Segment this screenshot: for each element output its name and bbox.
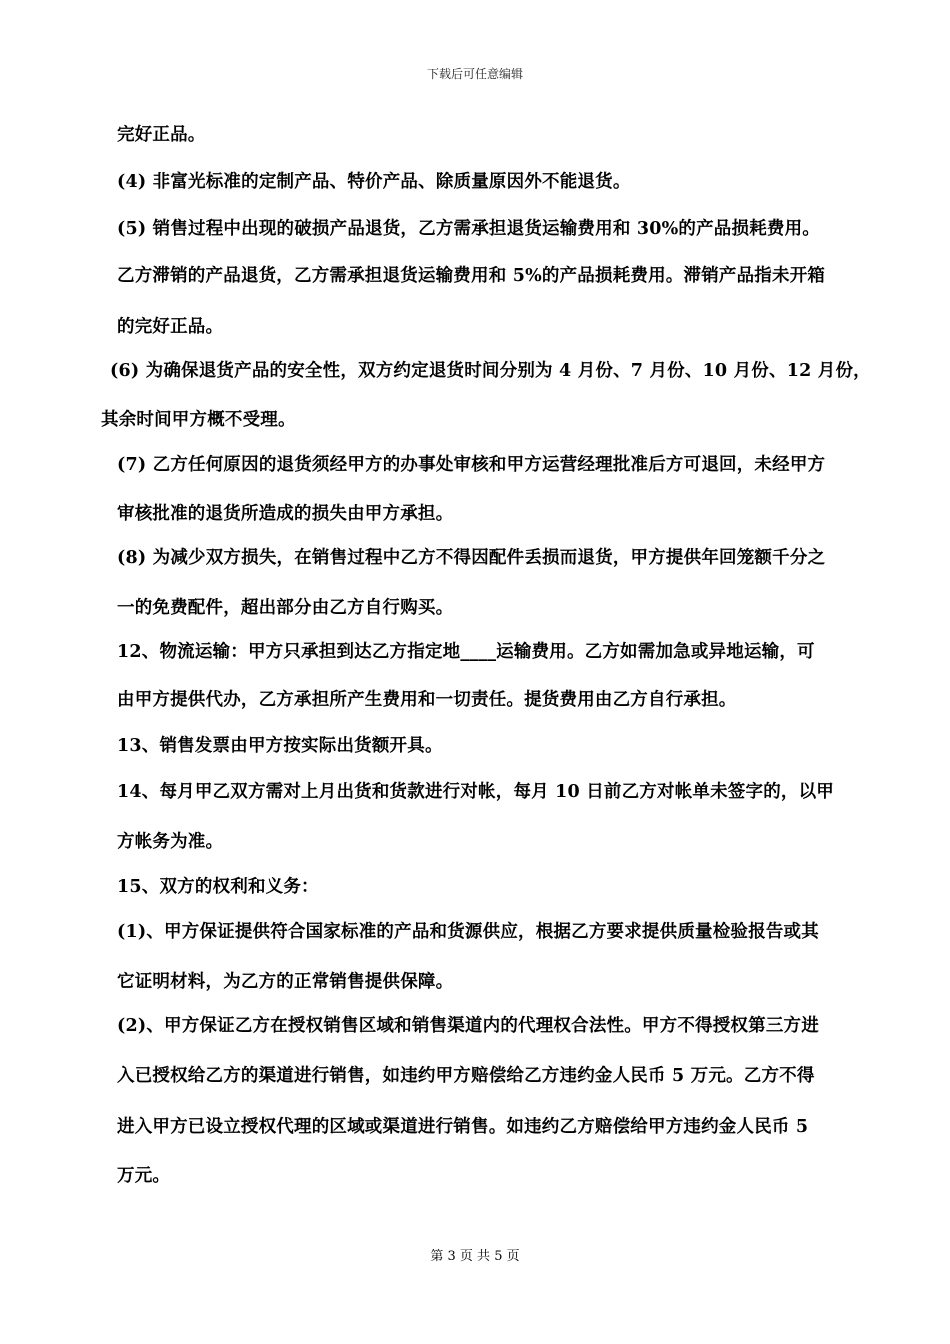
body-line: 的完好正品。 bbox=[117, 317, 224, 337]
body-line: (1)、甲方保证提供符合国家标准的产品和货源供应，根据乙方要求提供质量检验报告或其 bbox=[117, 922, 819, 942]
page-footer: 第 3 页 共 5 页 bbox=[430, 1249, 520, 1264]
body-line: 进入甲方已设立授权代理的区域或渠道进行销售。如违约乙方赔偿给甲方违约金人民币 5 bbox=[117, 1117, 809, 1137]
body-line: 入已授权给乙方的渠道进行销售，如违约甲方赔偿给乙方违约金人民币 5 万元。乙方不得 bbox=[117, 1066, 815, 1086]
body-line: 方帐务为准。 bbox=[117, 832, 224, 852]
body-line: 它证明材料，为乙方的正常销售提供保障。 bbox=[117, 972, 454, 992]
body-line: (8) 为减少双方损失，在销售过程中乙方不得因配件丢损而退货，甲方提供年回笼额千分之 bbox=[117, 548, 826, 568]
body-line: 一的免费配件，超出部分由乙方自行购买。 bbox=[117, 598, 454, 618]
body-line: (5) 销售过程中出现的破损产品退货，乙方需承担退货运输费用和 30%的产品损耗费用。 bbox=[117, 219, 821, 239]
body-line: 13、销售发票由甲方按实际出货额开具。 bbox=[117, 736, 443, 756]
body-line: 其余时间甲方概不受理。 bbox=[101, 410, 296, 430]
body-line: 审核批准的退货所造成的损失由甲方承担。 bbox=[117, 504, 454, 524]
section-heading: 15、双方的权利和义务： bbox=[117, 877, 319, 897]
body-line: 14、每月甲乙双方需对上月出货和货款进行对帐，每月 10 日前乙方对帐单未签字的，以甲 bbox=[117, 782, 834, 802]
page-header: 下载后可任意编辑 bbox=[426, 67, 523, 81]
body-line: (6) 为确保退货产品的安全性，双方约定退货时间分别为 4 月份、7 月份、10 月份、12 月份， bbox=[110, 361, 871, 381]
body-line: (2)、甲方保证乙方在授权销售区域和销售渠道内的代理权合法性。甲方不得授权第三方进 bbox=[117, 1016, 819, 1036]
body-line: 乙方滞销的产品退货，乙方需承担退货运输费用和 5%的产品损耗费用。滞销产品指未开箱 bbox=[117, 266, 826, 286]
body-line: (4) 非富光标准的定制产品、特价产品、除质量原因外不能退货。 bbox=[117, 172, 631, 192]
body-line: 12、物流运输：甲方只承担到达乙方指定地____运输费用。乙方如需加急或异地运输，可 bbox=[117, 642, 815, 662]
body-line: 完好正品。 bbox=[117, 125, 206, 145]
body-line: 万元。 bbox=[117, 1166, 171, 1186]
body-line: 由甲方提供代办，乙方承担所产生费用和一切责任。提货费用由乙方自行承担。 bbox=[117, 690, 737, 710]
body-line: (7) 乙方任何原因的退货须经甲方的办事处审核和甲方运营经理批准后方可退回，未经甲方 bbox=[117, 455, 826, 475]
